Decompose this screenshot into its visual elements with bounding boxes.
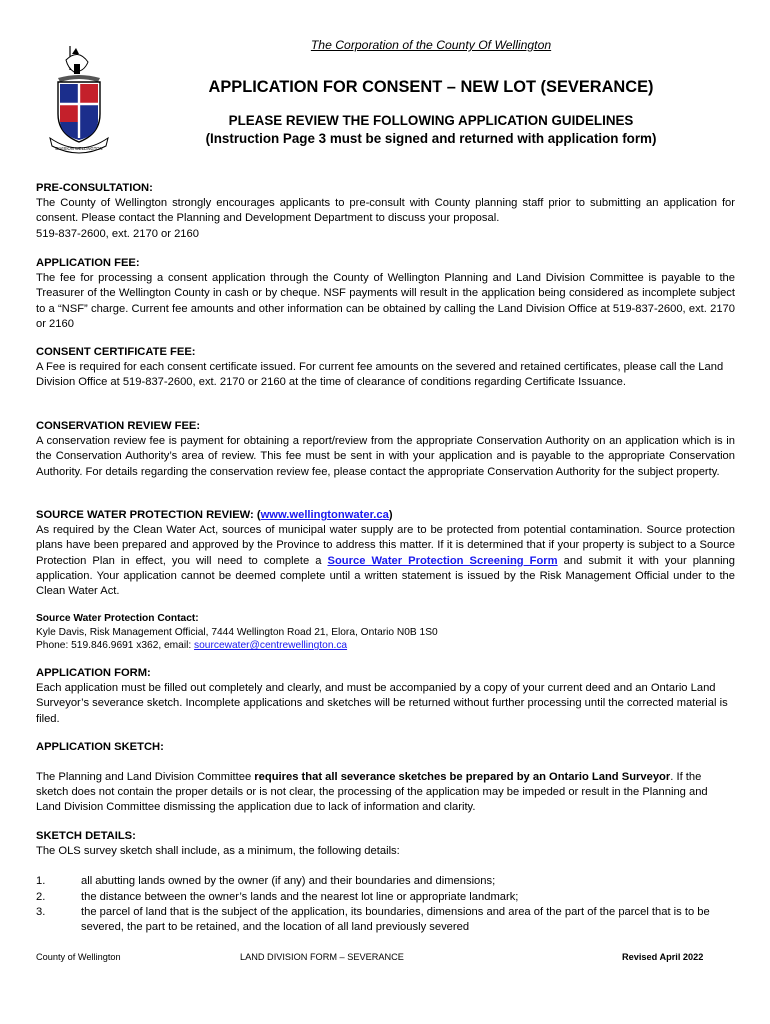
source-water-heading: SOURCE WATER PROTECTION REVIEW: (www.wellingtonwater.ca) [36, 509, 393, 521]
instruction-note: (Instruction Page 3 must be signed and returned with application form) [205, 131, 657, 146]
application-fee-body: The fee for processing a consent application through the County of Wellington Planning and Land Division Committee is payable to the Treasurer of the Wellington County in cash or by cheque. NSF payments will result in the application being considered as incomplete subject to a “NSF” charge. Current fee amounts and other information can be obtained by calling the Land Division Office at 519-837-2600, ext. 2170 or 2160 [36, 272, 735, 330]
section-certificate-fee [36, 345, 735, 391]
certificate-fee-body: A Fee is required for each consent certificate issued. For current fee amounts on the severed and retained certificates, please call the Land Division Office at 519-837-2600, ext. 2170 or 2160 at the time of clearance of conditions regarding Certificate Issuance. [36, 361, 724, 389]
screening-form-link[interactable]: Source Water Protection Screening Form [327, 554, 558, 567]
sketch-details-intro: The OLS survey sketch shall include, as a minimum, the following details: [36, 845, 400, 858]
application-fee-heading: APPLICATION FEE: [36, 257, 140, 269]
section-contact [36, 612, 735, 653]
application-sketch-body: The Planning and Land Division Committee requires that all severance sketches be prepared by an Ontario Land Surveyor. If the sketch does not contain the proper details or is not clear, the processing of the application may be impeded or result in the Planning and Land Division Committee dismissing the application due to lack of information and clarity. [36, 771, 708, 814]
list-item: 1. all abutting lands owned by the owner (if any) and their boundaries and dimensions; [36, 875, 496, 888]
section-application-form [36, 666, 735, 727]
page-title: APPLICATION FOR CONSENT – NEW LOT (SEVERANCE) [208, 78, 654, 96]
conservation-fee-body: A conservation review fee is payment for obtaining a report/review from the appropriate Conservation Authority on an application which is in the Conservation Authority’s area of review. This fee must be sent in with your application and is payable to the appropriate Conservation Authority. For details regarding the conservation review fee, please contact the appropriate Conservation Authority for the subject property. [36, 435, 735, 478]
application-sketch-heading: APPLICATION SKETCH: [36, 741, 164, 753]
section-application-sketch [36, 770, 735, 816]
source-water-body: As required by the Clean Water Act, sources of municipal water supply are to be protected from potential contamination. Source protection plans have been prepared and approved by the Province to address this matter. If it is determined that if your property is subject to a Source Protection Plan in effect, you will need to complete a Source Water Protection Screening Form and submit it with your planning application. Your application cannot be deemed complete until a written statement is issued by the Risk Management Official under to the Clean Water Act. [36, 524, 736, 598]
section-preconsultation [36, 181, 735, 242]
contact-line: Kyle Davis, Risk Management Official, 7444 Wellington Road 21, Elora, Ontario N0B 1S0 [36, 626, 438, 638]
preconsultation-body: The County of Wellington strongly encourages applicants to pre-consult with County planning staff prior to submitting an application for consent. Please contact the Planning and Development Department to discuss your proposal. [36, 197, 735, 225]
sketch-details-list [36, 874, 735, 935]
section-application-sketch-heading [36, 740, 735, 755]
application-form-heading: APPLICATION FORM: [36, 667, 151, 679]
email-link[interactable]: sourcewater@centrewellington.ca [194, 640, 348, 652]
crest-motto: DIVISION WELLINGTON [55, 146, 103, 151]
footer-left: County of Wellington [36, 952, 121, 962]
section-sketch-details [36, 829, 735, 935]
wellington-water-link[interactable]: www.wellingtonwater.ca [260, 509, 389, 521]
section-source-water [36, 508, 735, 599]
footer-right: Revised April 2022 [622, 952, 704, 962]
corporation-name: The Corporation of the County Of Wellington [310, 38, 552, 52]
contact-heading: Source Water Protection Contact: [36, 613, 199, 624]
page-subtitle: PLEASE REVIEW THE FOLLOWING APPLICATION GUIDELINES [228, 113, 634, 128]
section-conservation-fee [36, 419, 735, 480]
conservation-fee-heading: CONSERVATION REVIEW FEE: [36, 420, 201, 432]
application-form-body: Each application must be filled out completely and clearly, and must be accompanied by a copy of your current deed and an Ontario Land Surveyor’s severance sketch. Incomplete applications and sketches will be returned without further processing until the corrected material is filed. [36, 682, 728, 725]
certificate-fee-heading: CONSENT CERTIFICATE FEE: [36, 346, 196, 358]
sketch-details-heading: SKETCH DETAILS: [36, 830, 136, 842]
preconsultation-heading: PRE-CONSULTATION: [36, 182, 153, 194]
preconsultation-phone: 519-837-2600, ext. 2170 or 2160 [36, 227, 199, 240]
contact-phone: Phone: 519.846.9691 x362, email: sourcewater@centrewellington.ca [36, 640, 348, 652]
section-application-fee [36, 256, 735, 332]
footer-center: LAND DIVISION FORM – SEVERANCE [240, 952, 404, 962]
list-item: 3. the parcel of land that is the subject of the application, its boundaries, dimensions and area of the part of the parcel that is to be severed, the part to be retained, and the location of all land previously severed [36, 905, 710, 934]
list-item: 2. the distance between the owner’s lands and the nearest lot line or appropriate landmark; [36, 890, 519, 903]
